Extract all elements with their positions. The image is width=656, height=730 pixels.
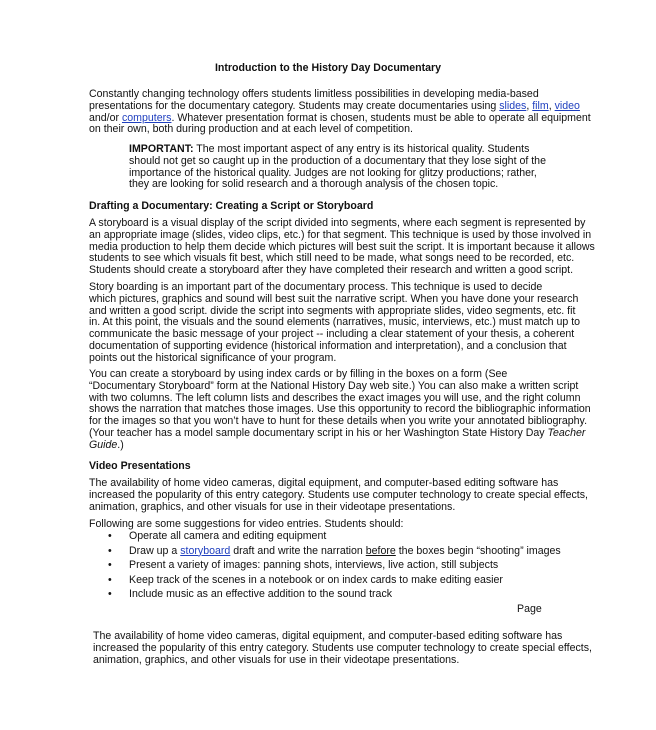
list-item-text: Present a variety of images: panning shots, interviews, live action, still subjects <box>129 559 499 571</box>
bullet-icon: • <box>108 530 112 542</box>
paragraph-line: media production to help them decide which pictures will best suit the script. It is important because it allows <box>89 240 595 253</box>
separator: , <box>548 99 555 112</box>
storyboard-paragraph-3 <box>89 368 591 452</box>
bullet-icon: • <box>108 559 112 571</box>
important-note <box>129 143 546 191</box>
list-item <box>89 531 541 546</box>
list-item <box>89 589 541 604</box>
paragraph-text: (Your teacher has a model sample documentary script in his or her Washington State History Day <box>89 426 548 439</box>
guide-title: Guide <box>89 438 118 451</box>
paragraph-line: for the images so that you won’t have to hunt for these details when you write your annotated bibliography. <box>89 415 588 428</box>
paragraph-text: .) <box>117 438 124 451</box>
storyboard-paragraph-2 <box>89 281 581 365</box>
important-line: they are looking for solid research and a thorough analysis of the chosen topic. <box>129 178 499 191</box>
film-link[interactable]: film <box>532 99 549 112</box>
video-paragraph <box>89 477 588 513</box>
storyboard-heading: Drafting a Documentary: Creating a Script or Storyboard <box>89 200 374 212</box>
list-item-text: draft and write the narration <box>230 544 366 557</box>
bullet-icon: • <box>108 544 112 557</box>
paragraph-line: in. At this point, the visuals and the sound elements (narratives, music, interviews, etc.) must match up to <box>89 316 581 329</box>
before-emphasis: before <box>365 544 396 557</box>
paragraph-line: documentation of supporting evidence (historical information and interpretation), and a conclusion that <box>89 339 567 352</box>
repeated-video-paragraph <box>93 630 592 666</box>
paragraph-line: animation, graphics, and other visuals for use in their videotape presentations. <box>93 653 460 666</box>
paragraph-line <box>89 440 541 452</box>
important-line: importance of the historical quality. Judges are not looking for glitzy productions; rather, <box>129 166 537 179</box>
paragraph-line: animation, graphics, and other visuals for use in their videotape presentations. <box>89 500 456 513</box>
paragraph-line: an appropriate image (slides, video clips, etc.) for that segment. This technique is used by those involved in <box>89 228 592 241</box>
video-heading: Video Presentations <box>89 460 191 472</box>
page-title: Introduction to the History Day Documentary <box>214 62 442 74</box>
paragraph-line: shows the narration that matches those images. Use this opportunity to record the bibliographic information <box>89 403 591 416</box>
video-link[interactable]: video <box>554 99 580 112</box>
list-item-text: Draw up a <box>129 544 181 557</box>
paragraph-line: Story boarding is an important part of the documentary process. This technique is used to decide <box>89 281 543 293</box>
list-item <box>89 575 541 590</box>
bullet-icon: • <box>108 588 112 600</box>
paragraph-line: communicate the basic message of your project -- including a clear statement of your thesis, a coherent <box>89 328 575 341</box>
bullet-icon: • <box>108 573 112 586</box>
important-text: The most important aspect of any entry is its historical quality. Students <box>193 143 530 155</box>
paragraph-line: The availability of home video cameras, digital equipment, and computer-based editing software has <box>93 630 563 642</box>
paragraph-line: Following are some suggestions for video entries. Students should: <box>89 518 404 530</box>
paragraph-line: increased the popularity of this entry category. Students use computer technology to create special effects, <box>93 641 592 654</box>
slides-link[interactable]: slides <box>499 99 527 112</box>
paragraph-line: students to see which visuals fit best, which still need to be made, what songs need to be recorded, etc. <box>89 252 575 265</box>
storyboard-link[interactable]: storyboard <box>180 544 231 557</box>
paragraph-line: Students should create a storyboard after they have completed their research and written a good script. <box>89 264 574 277</box>
paragraph-line: and written a good script. divide the script into segments with appropriate slides, video segments, etc. fit <box>89 304 576 317</box>
intro-text: and/or <box>89 111 122 124</box>
intro-line: Constantly changing technology offers students limitless possibilities in developing media-based <box>89 88 539 100</box>
separator: , <box>526 99 533 112</box>
list-item-text: Keep track of the scenes in a notebook or on index cards to make editing easier <box>129 573 503 586</box>
paragraph-line: “Documentary Storyboard” form at the National History Day web site.) You can also make a written script <box>89 379 579 392</box>
paragraph-line: which pictures, graphics and sound will best suit the narrative script. When you have done your research <box>89 292 579 305</box>
page-number-label: Page <box>517 603 542 615</box>
important-line: should not get so caught up in the production of a documentary that they lose sight of the <box>129 154 546 167</box>
intro-line: on their own, both during production and at each level of competition. <box>89 123 413 136</box>
intro-text: presentations for the documentary category. Students may create documentaries using <box>89 99 500 112</box>
list-item <box>89 560 541 575</box>
intro-text: . Whatever presentation format is chosen, students must be able to operate all equipment <box>171 111 591 124</box>
paragraph-line: The availability of home video cameras, digital equipment, and computer-based editing software has <box>89 477 559 489</box>
storyboard-paragraph-1 <box>89 217 595 277</box>
teacher-guide-title: Teacher <box>547 426 586 439</box>
important-label: IMPORTANT: <box>129 143 194 155</box>
paragraph-line: points out the historical significance of your program. <box>89 351 337 364</box>
suggestions-list <box>89 530 561 604</box>
list-item-text: Operate all camera and editing equipment <box>129 530 327 542</box>
intro-paragraph <box>89 88 591 136</box>
paragraph-line: increased the popularity of this entry category. Students use computer technology to create special effects, <box>89 488 588 501</box>
paragraph-line <box>89 426 586 440</box>
list-item-text: Include music as an effective addition to the sound track <box>129 588 393 600</box>
list-item <box>89 544 561 561</box>
paragraph-line: You can create a storyboard by using index cards or by filling in the boxes on a form (See <box>89 368 508 380</box>
list-item-text: the boxes begin “shooting” images <box>395 544 561 557</box>
paragraph-line: with two columns. The left column lists and describes the exact images you will use, and the right column <box>89 391 581 404</box>
computers-link[interactable]: computers <box>121 111 172 124</box>
paragraph-line: A storyboard is a visual display of the script divided into segments, where each segment is represented by <box>89 217 586 229</box>
